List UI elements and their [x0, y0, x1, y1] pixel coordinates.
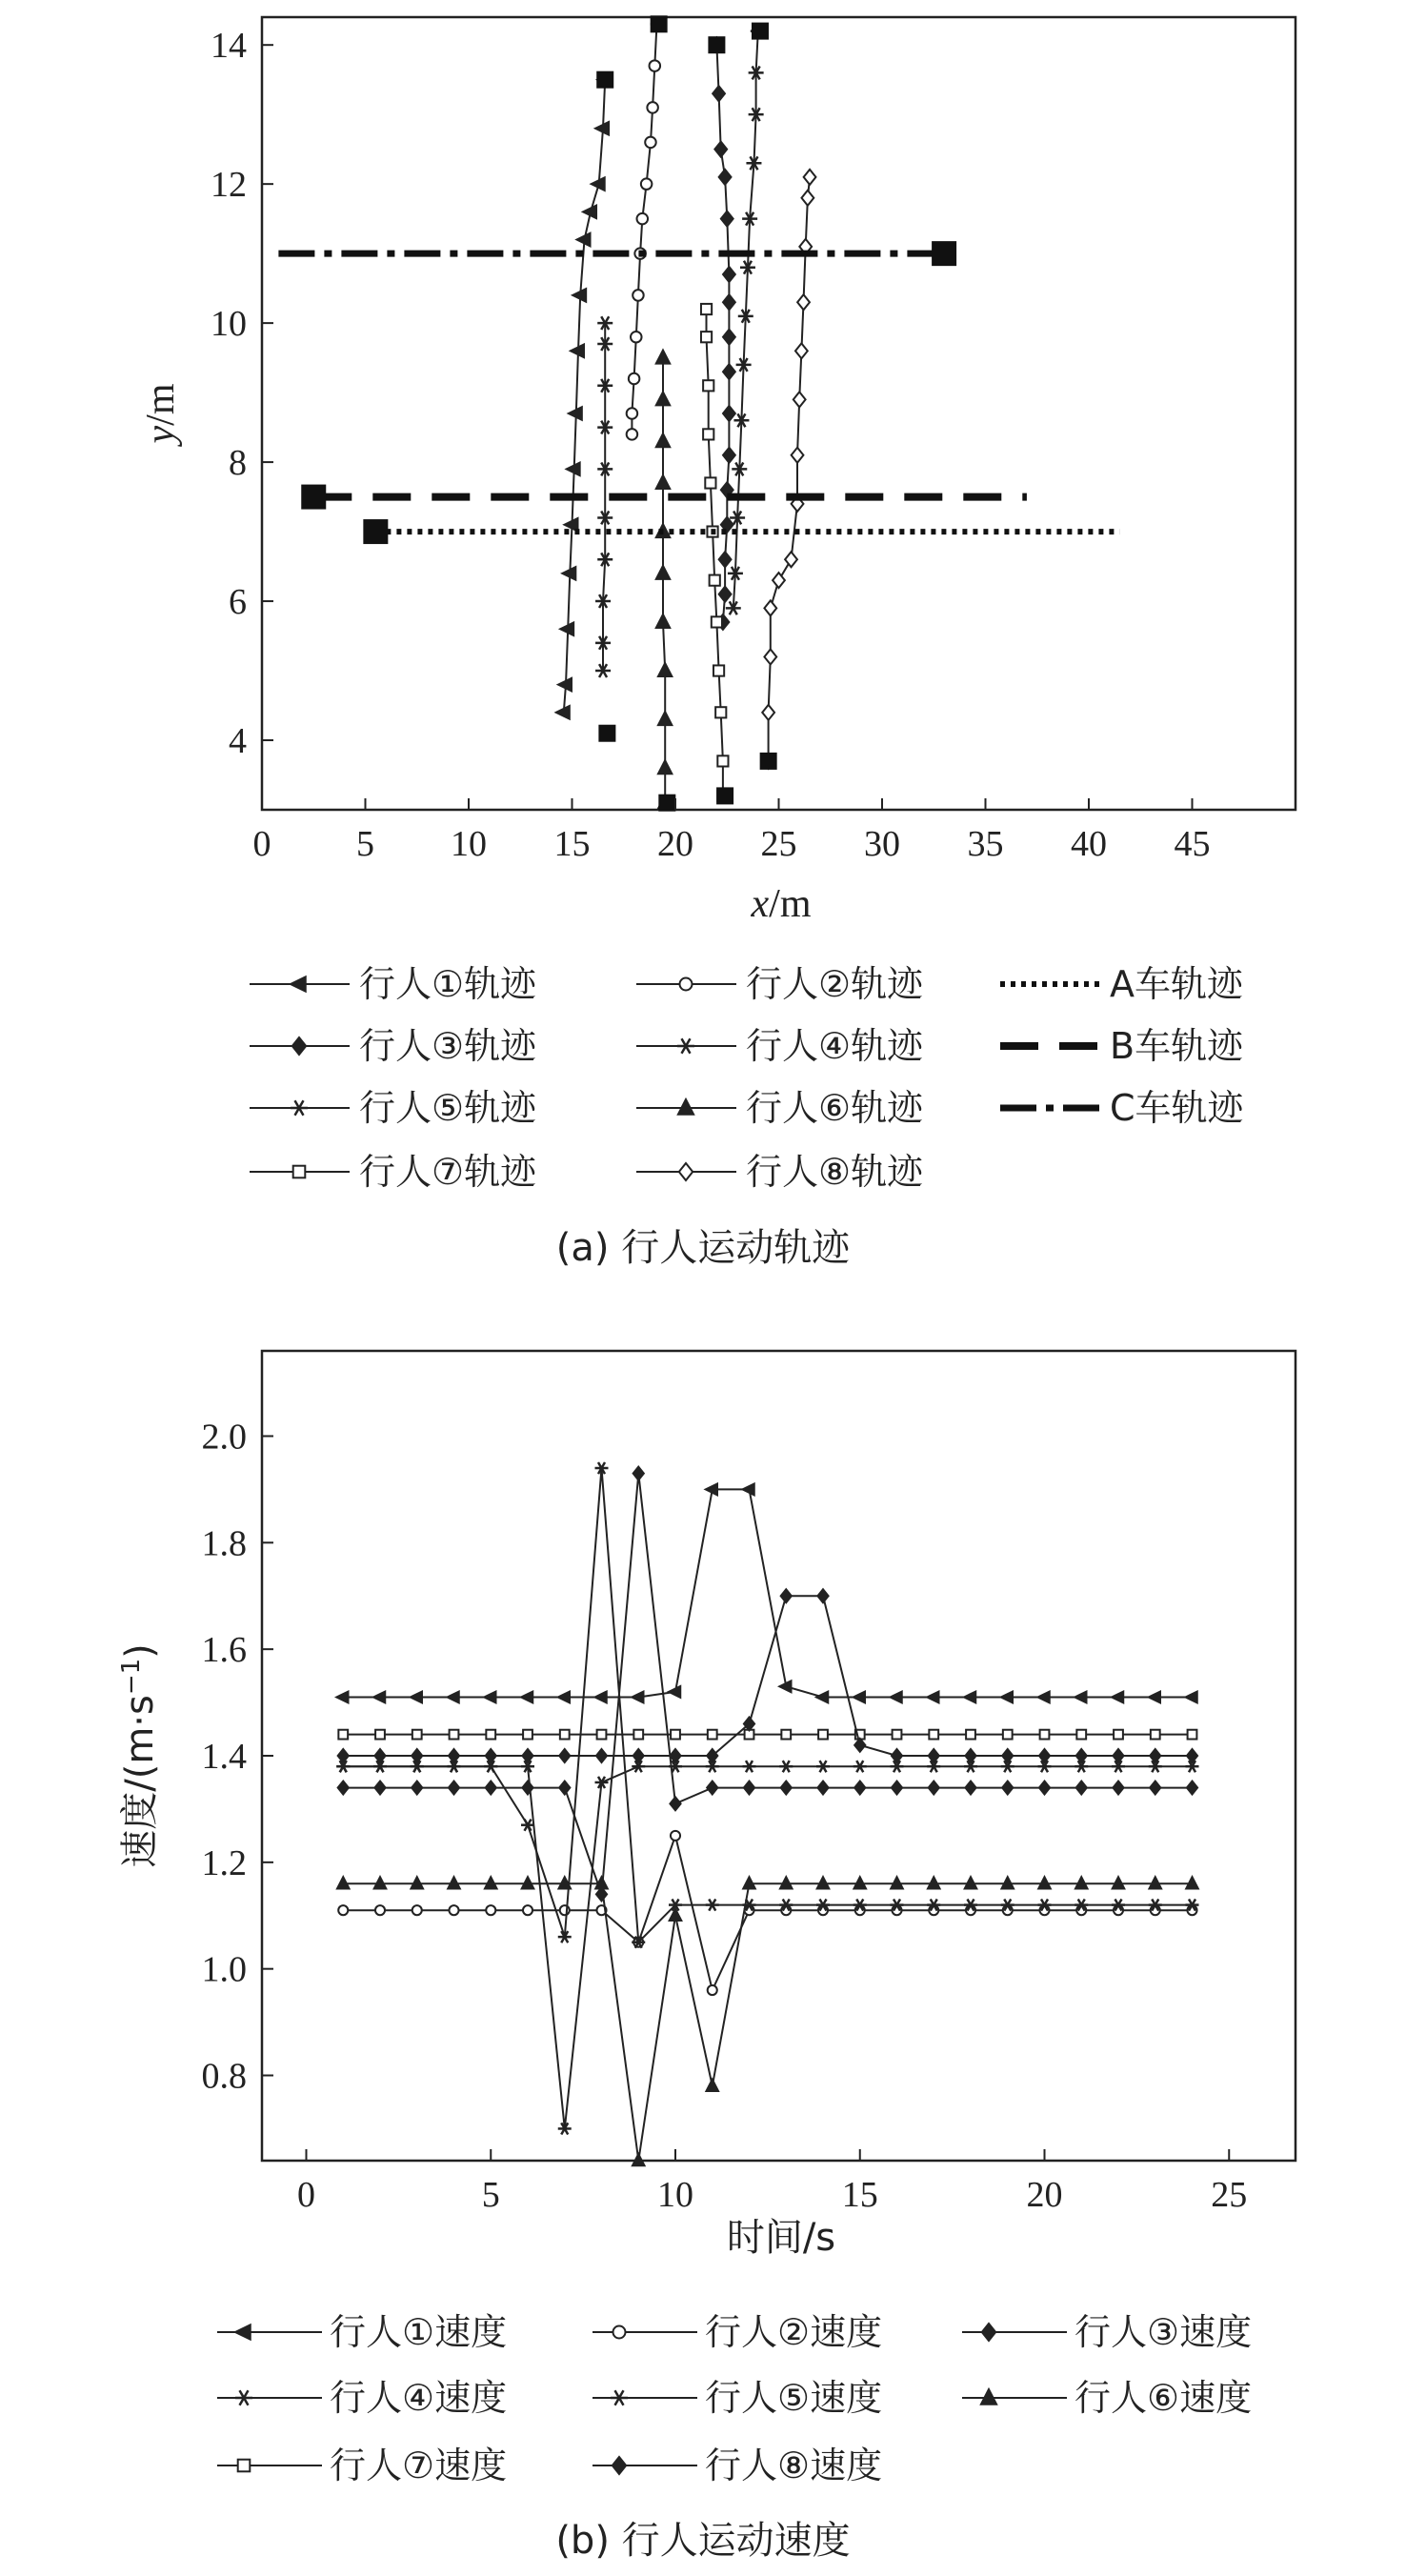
x-tick-label-a: 25 [760, 824, 797, 864]
legend-label: 行人⑤轨迹 [359, 1087, 537, 1129]
x-tick-label-a: 20 [657, 824, 693, 864]
trajectory-point-marker [703, 380, 713, 391]
speed-point-marker [486, 1730, 495, 1740]
trajectory-point-marker [627, 429, 638, 440]
y-tick-label-a: 12 [211, 165, 247, 206]
trajectory-point-marker [705, 477, 715, 488]
trajectory-point-marker [715, 707, 726, 717]
trajectory-point-marker [712, 616, 722, 627]
start-point-marker [363, 519, 388, 544]
y-tick-label-b: 2.0 [201, 1417, 247, 1458]
speed-point-marker [929, 1730, 938, 1740]
x-tick-label-a: 5 [356, 824, 374, 864]
start-point-marker [596, 71, 613, 89]
speed-point-marker [375, 1905, 385, 1915]
legend-marker [293, 1166, 306, 1178]
trajectory-point-marker [629, 373, 640, 385]
speed-point-marker [338, 1730, 348, 1740]
x-tick-label-a: 15 [553, 824, 591, 864]
legend-label: 行人⑥速度 [1075, 2377, 1253, 2419]
start-point-marker [760, 753, 777, 770]
y-tick-label-b: 1.8 [201, 1523, 247, 1564]
speed-point-marker [893, 1730, 902, 1740]
x-tick-label-b: 15 [841, 2175, 878, 2215]
y-tick-label-b: 1.2 [201, 1842, 247, 1883]
legend-label: 行人⑥轨迹 [746, 1087, 924, 1129]
trajectory-point-marker [650, 60, 661, 71]
caption-a: (a) 行人运动轨迹 [555, 1226, 851, 1270]
trajectory-point-marker [631, 332, 642, 343]
start-point-marker [658, 795, 675, 812]
legend-label: 行人②轨迹 [746, 963, 924, 1005]
speed-point-marker [1003, 1730, 1013, 1740]
x-tick-label-b: 0 [297, 2175, 315, 2215]
speed-point-marker [597, 1730, 607, 1740]
y-tick-label-a: 14 [211, 26, 247, 67]
trajectory-point-marker [713, 665, 724, 675]
speed-point-marker [1188, 1730, 1197, 1740]
legend-marker [238, 2460, 251, 2472]
speed-point-marker [633, 1730, 643, 1740]
x-tick-label-a: 30 [864, 824, 900, 864]
speed-point-marker [1114, 1730, 1123, 1740]
x-tick-label-a: 10 [451, 824, 487, 864]
y-tick-label-b: 1.0 [201, 1949, 247, 1990]
legend-label: 行人⑦速度 [330, 2445, 508, 2486]
speed-point-marker [338, 1905, 348, 1915]
x-axis-label-a: x/m [751, 882, 812, 926]
legend-label: 行人①速度 [330, 2311, 508, 2353]
speed-point-marker [412, 1905, 422, 1915]
start-point-marker [301, 485, 326, 510]
start-point-marker [598, 725, 615, 742]
trajectory-point-marker [647, 102, 658, 113]
legend-label: 行人②速度 [705, 2311, 883, 2353]
legend-label: A车轨迹 [1110, 963, 1243, 1005]
trajectory-point-marker [627, 408, 638, 419]
trajectory-point-marker [701, 304, 712, 314]
y-tick-label-b: 1.4 [201, 1737, 247, 1777]
y-tick-label-a: 6 [229, 582, 247, 623]
speed-point-marker [708, 1730, 717, 1740]
legend-label: B车轨迹 [1110, 1025, 1244, 1067]
x-tick-label-b: 5 [481, 2175, 500, 2215]
legend-label: 行人⑦轨迹 [359, 1151, 537, 1193]
start-point-marker [708, 36, 725, 53]
speed-point-marker [671, 1730, 680, 1740]
y-tick-label-a: 8 [229, 443, 247, 484]
speed-point-marker [523, 1730, 532, 1740]
speed-point-marker [1076, 1730, 1086, 1740]
speed-point-marker [818, 1730, 828, 1740]
speed-point-marker [1040, 1730, 1050, 1740]
speed-point-marker [450, 1730, 459, 1740]
speed-point-marker [375, 1730, 385, 1740]
legend-label: 行人⑧轨迹 [746, 1151, 924, 1193]
x-tick-label-b: 20 [1026, 2175, 1063, 2215]
trajectory-point-marker [717, 755, 728, 766]
legend-label: 行人⑤速度 [705, 2377, 883, 2419]
y-tick-label-a: 4 [229, 721, 247, 762]
speed-point-marker [671, 1831, 680, 1841]
trajectory-point-marker [710, 575, 720, 586]
x-axis-label-b: 时间/s [726, 2216, 836, 2260]
speed-point-marker [781, 1730, 791, 1740]
speed-point-marker [1151, 1730, 1160, 1740]
x-tick-label-a: 35 [967, 824, 1004, 864]
trajectory-point-marker [703, 429, 713, 439]
legend-label: C车轨迹 [1110, 1087, 1244, 1129]
legend-label: 行人④速度 [330, 2377, 508, 2419]
legend-label: 行人①轨迹 [359, 963, 537, 1005]
trajectory-point-marker [645, 137, 656, 149]
y-tick-label-a: 10 [211, 304, 247, 345]
speed-point-marker [523, 1905, 532, 1915]
y-tick-label-b: 1.6 [201, 1630, 247, 1671]
speed-point-marker [966, 1730, 975, 1740]
x-tick-label-b: 10 [657, 2175, 693, 2215]
trajectory-point-marker [633, 290, 644, 301]
start-point-marker [932, 241, 956, 266]
legend-marker [613, 2326, 626, 2339]
y-tick-label-b: 0.8 [201, 2056, 247, 2097]
x-tick-label-a: 0 [252, 824, 271, 864]
y-axis-label-a: y/m [139, 383, 183, 444]
speed-point-marker [560, 1905, 570, 1915]
start-point-marker [752, 23, 769, 40]
legend-marker [680, 978, 693, 991]
trajectory-point-marker [641, 178, 653, 190]
x-tick-label-a: 40 [1071, 824, 1107, 864]
legend-label: 行人⑧速度 [705, 2445, 883, 2486]
trajectory-point-marker [701, 332, 712, 342]
speed-point-marker [412, 1730, 422, 1740]
start-point-marker [716, 787, 733, 804]
start-point-marker [651, 15, 668, 32]
y-axis-label-b: 速度$/(m\cdot s^{-1})$ [117, 1643, 162, 1868]
x-tick-label-b: 25 [1211, 2175, 1248, 2215]
trajectory-point-marker [637, 213, 649, 225]
caption-b: (b) 行人运动速度 [555, 2519, 851, 2563]
x-tick-label-a: 45 [1174, 824, 1211, 864]
legend-label: 行人④轨迹 [746, 1025, 924, 1067]
speed-point-marker [708, 1985, 717, 1995]
speed-point-marker [449, 1905, 458, 1915]
speed-point-marker [560, 1730, 570, 1740]
speed-point-marker [486, 1905, 495, 1915]
legend-label: 行人③轨迹 [359, 1025, 537, 1067]
legend-label: 行人③速度 [1075, 2311, 1253, 2353]
